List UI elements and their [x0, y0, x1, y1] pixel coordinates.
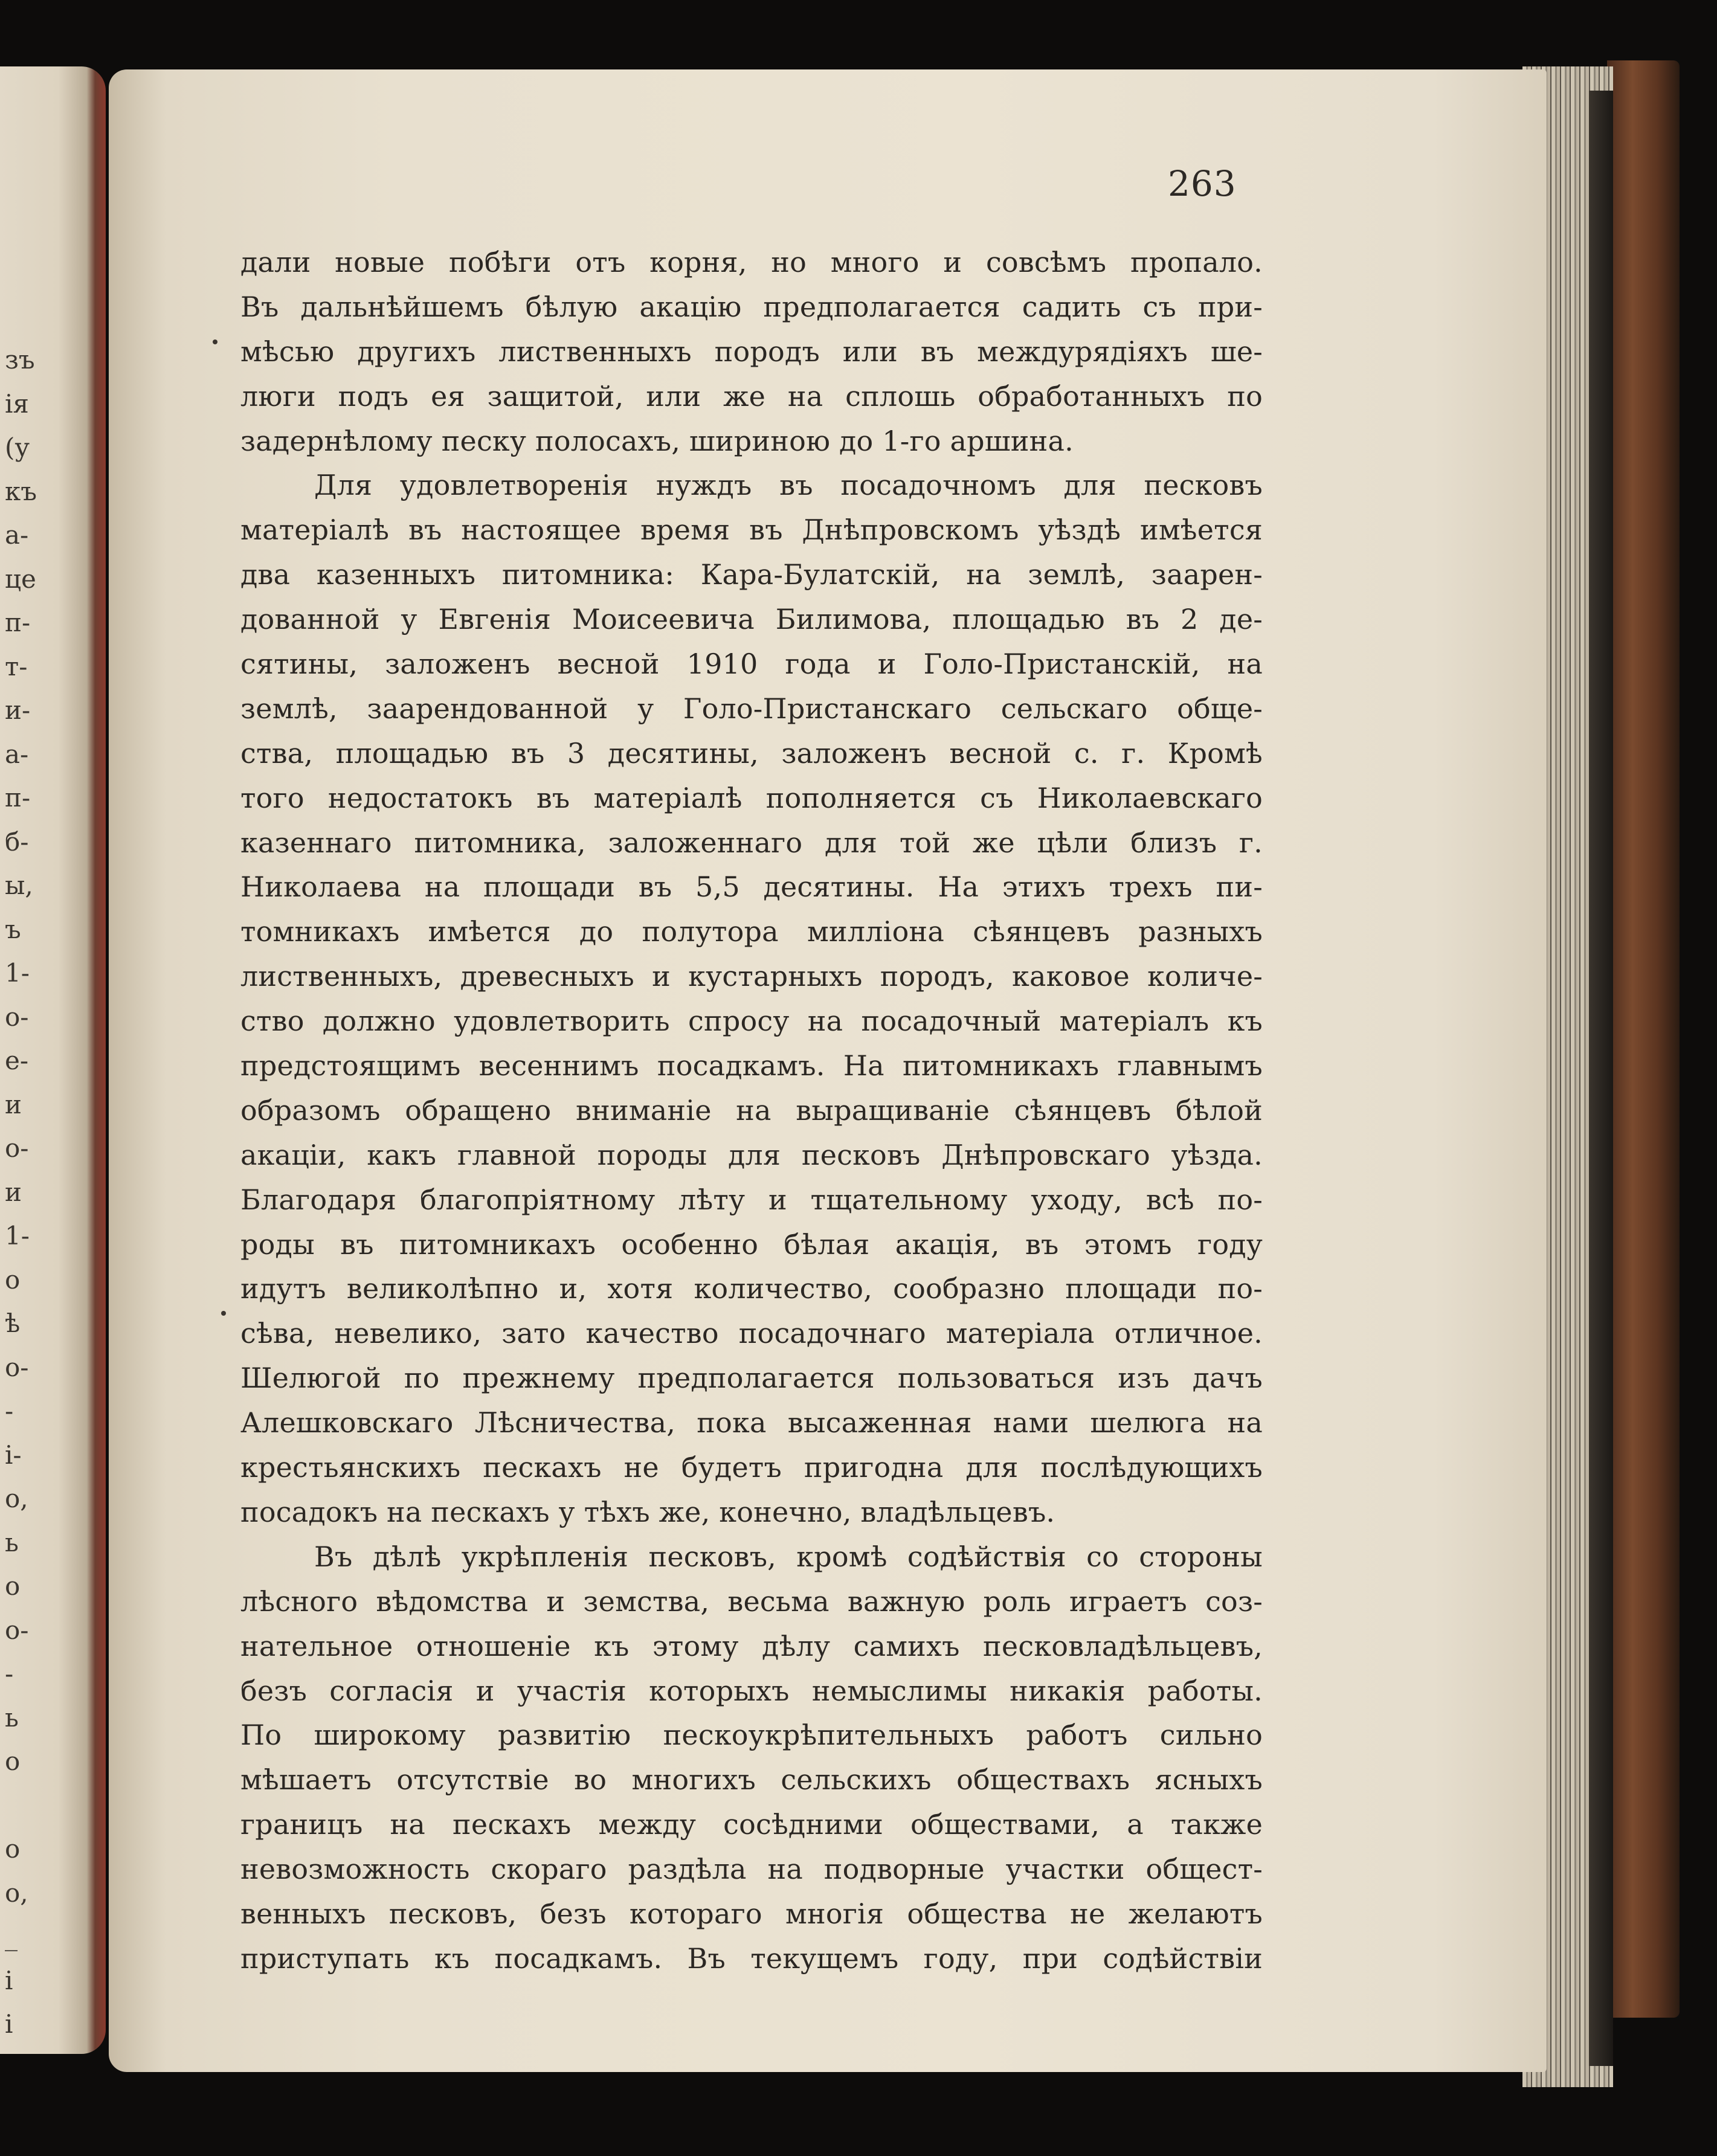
left-page-fragment: о,	[5, 1878, 28, 1908]
text-line: безъ согласія и участія которыхъ немыслимы никакія работы.	[240, 1674, 1263, 1707]
left-page-fragment: о,	[5, 1484, 28, 1513]
text-line: Для удовлетворенія нуждъ въ посадочномъ для песковъ	[314, 469, 1263, 502]
left-page-fragment: о-	[5, 1615, 29, 1645]
left-page-fragment: т-	[5, 651, 28, 681]
text-line: акаціи, какъ главной породы для песковъ Днѣпровскаго уѣзда.	[240, 1138, 1263, 1171]
text-line: сятины, заложенъ весной 1910 года и Голо-Пристанскій, на	[240, 648, 1263, 681]
page-edges-shadow	[1589, 91, 1613, 2066]
text-line: По широкому развитію пескоукрѣпительныхъ работъ сильно	[240, 1719, 1263, 1752]
left-page-fragment: ѣ	[5, 1308, 21, 1338]
text-line: дованной у Евгенія Моисеевича Билимова, площадью въ 2 де-	[240, 603, 1263, 636]
text-line: Благодаря благопріятному лѣту и тщательному уходу, всѣ по-	[240, 1183, 1263, 1216]
left-page-fragment: ы,	[5, 870, 33, 900]
text-line: сѣва, невелико, зато качество посадочнаго матеріала отличное.	[240, 1317, 1263, 1350]
left-page-fragment: ія	[5, 388, 29, 419]
text-line: ства, площадью въ 3 десятины, заложенъ весной с. г. Кромѣ	[240, 736, 1263, 770]
left-page-fragment: а-	[5, 520, 29, 550]
text-line: задернѣлому песку полосахъ, шириною до 1-го аршина.	[240, 424, 1074, 457]
left-page-fragment: ь	[5, 1702, 19, 1733]
left-page-fragment: п-	[5, 608, 31, 637]
left-page-fragment: 1-	[5, 958, 30, 988]
text-line: мѣшаетъ отсутствіе во многихъ сельскихъ обществахъ ясныхъ	[240, 1763, 1263, 1797]
text-line: образомъ обращено вниманіе на выращиваніе сѣянцевъ бѣлой	[240, 1093, 1263, 1127]
left-page-fragment: і	[5, 1965, 13, 1995]
left-page-fragment: і-	[5, 1440, 22, 1470]
left-page-fragment: о	[5, 1264, 21, 1295]
left-page-text-fragments	[5, 338, 41, 2047]
text-line: границъ на пескахъ между сосѣдними обществами, а также	[240, 1808, 1263, 1841]
left-page-fragment: і	[5, 2009, 13, 2039]
left-page-fragment: -	[5, 1659, 14, 1688]
text-line: матеріалѣ въ настоящее время въ Днѣпровскомъ уѣздѣ имѣется	[240, 513, 1263, 547]
left-page-fragment: _	[5, 1922, 18, 1951]
left-page-fragment: це	[5, 564, 36, 594]
text-line: два казенныхъ питомника: Кара-Булатскій, на землѣ, заарен-	[240, 558, 1263, 591]
left-page-fragment: ь	[5, 1527, 19, 1557]
text-line: Въ дѣлѣ укрѣпленія песковъ, кромѣ содѣйствія со стороны	[314, 1540, 1263, 1573]
left-page-fragment: и	[5, 1089, 22, 1119]
left-page-fragment: о-	[5, 1352, 29, 1382]
left-page-edge	[0, 66, 106, 2054]
left-page-fragment: -	[5, 1396, 14, 1426]
left-page-fragment: п-	[5, 783, 31, 813]
left-page-fragment: е-	[5, 1046, 29, 1075]
text-line: мѣсью другихъ лиственныхъ породъ или въ междурядіяхъ ше-	[240, 335, 1263, 368]
left-page-fragment: о	[5, 1571, 21, 1601]
text-line: землѣ, заарендованной у Голо-Пристанскаго сельскаго обще-	[240, 692, 1263, 725]
left-page-fragment: о-	[5, 1133, 29, 1163]
text-line: крестьянскихъ пескахъ не будетъ пригодна для послѣдующихъ	[240, 1451, 1263, 1484]
text-line: нательное отношеніе къ этому дѣлу самихъ песковладѣльцевъ,	[240, 1629, 1263, 1662]
text-line: приступать къ посадкамъ. Въ текущемъ году, при содѣйствіи	[240, 1942, 1263, 1975]
margin-dot	[221, 1311, 226, 1316]
text-line: лѣсного вѣдомства и земства, весьма важную роль играетъ соз-	[240, 1585, 1263, 1618]
left-page-fragment: 1-	[5, 1221, 30, 1250]
text-line: венныхъ песковъ, безъ котораго многія общества не желаютъ	[240, 1897, 1263, 1930]
left-page-fragment: а-	[5, 739, 29, 769]
left-page-fragment: о-	[5, 1002, 29, 1032]
text-line: посадокъ на пескахъ у тѣхъ же, конечно, владѣльцевъ.	[240, 1495, 1055, 1528]
text-line: дали новые побѣги отъ корня, но много и совсѣмъ пропало.	[240, 246, 1263, 278]
text-line: лиственныхъ, древесныхъ и кустарныхъ породъ, каковое количе-	[240, 960, 1263, 993]
text-line: томникахъ имѣется до полутора милліона сѣянцевъ разныхъ	[240, 915, 1263, 948]
left-page-fragment: зъ	[5, 345, 35, 375]
text-line: идутъ великолѣпно и, хотя количество, сообразно площади по-	[240, 1272, 1263, 1305]
left-page-fragment: б-	[5, 826, 29, 857]
text-line: предстоящимъ весеннимъ посадкамъ. На питомникахъ главнымъ	[240, 1049, 1263, 1083]
left-page-fragment: о	[5, 1746, 21, 1776]
left-page-fragment: и	[5, 1177, 22, 1207]
text-line: Николаева на площади въ 5,5 десятины. На этихъ трехъ пи-	[240, 870, 1263, 904]
text-line: того недостатокъ въ матеріалѣ пополняется съ Николаевскаго	[240, 781, 1263, 814]
text-line: ство должно удовлетворить спросу на посадочный матеріалъ къ	[240, 1005, 1263, 1038]
text-line: Шелюгой по прежнему предполагается пользоваться изъ дачъ	[240, 1362, 1263, 1395]
left-page-fragment: и-	[5, 695, 31, 725]
text-line: казеннаго питомника, заложеннаго для той же цѣли близъ г.	[240, 826, 1263, 859]
left-page-fragment: къ	[5, 476, 37, 506]
left-page-fragment: о	[5, 1834, 21, 1864]
left-page-fragment: ъ	[5, 914, 21, 944]
text-line: роды въ питомникахъ особенно бѣлая акація, въ этомъ году	[240, 1228, 1263, 1261]
left-page-fragment	[5, 1784, 41, 1828]
text-line: Въ дальнѣйшемъ бѣлую акацію предполагается садить съ при-	[240, 290, 1263, 323]
text-line: люги подъ ея защитой, или же на сплошь обработанныхъ по	[240, 379, 1263, 413]
margin-dot	[213, 339, 217, 344]
text-line: Алешковскаго Лѣсничества, пока высаженная нами шелюга на	[240, 1406, 1263, 1440]
page-number: 263	[1168, 163, 1237, 204]
left-page-fragment: (у	[5, 433, 30, 462]
page-body-text	[240, 240, 1263, 1981]
text-line: невозможность скораго раздѣла на подворные участки общест-	[240, 1853, 1263, 1886]
book-cover-edge	[1607, 60, 1680, 2018]
